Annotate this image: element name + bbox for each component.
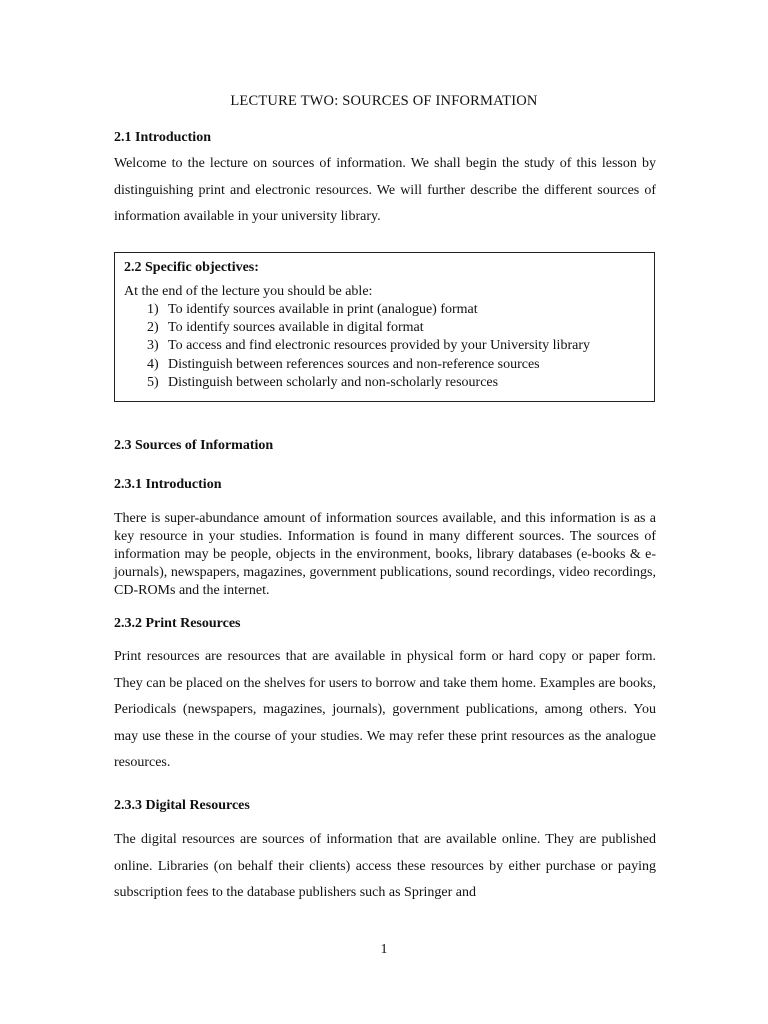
page-title: LECTURE TWO: SOURCES OF INFORMATION	[230, 93, 538, 109]
print-resources-paragraph: Print resources are resources that are available in physical form or hard copy or paper form. They can be placed on the shelves for users to borrow and take them home. Examples are books, Periodicals (newspapers, magazines, journals), government publications, among others. You may use these in the course of your studies. We may refer these print resources as the analogue resources.	[114, 649, 656, 770]
section-heading-sources-introduction: 2.3.1 Introduction	[114, 477, 222, 492]
section-heading-print-resources: 2.3.2 Print Resources	[114, 616, 241, 631]
objective-text: To identify sources available in digital format	[168, 320, 424, 336]
objective-number: 1)	[147, 302, 159, 317]
objectives-intro: At the end of the lecture you should be able:	[124, 284, 373, 299]
objective-text: Distinguish between scholarly and non-scholarly resources	[168, 374, 499, 390]
objective-item	[147, 337, 590, 355]
objective-text: To access and find electronic resources provided by your University library	[168, 338, 590, 354]
objective-item	[147, 301, 590, 319]
digital-resources-paragraph: The digital resources are sources of information that are available online. They are published online. Libraries (on behalf their clients) access these resources by either purchase or paying subscription fees to the database publishers such as Springer and	[114, 832, 656, 900]
objective-number: 3)	[147, 338, 159, 354]
objective-number: 2)	[147, 320, 159, 336]
objective-number: 5)	[147, 374, 159, 390]
objective-item	[147, 356, 590, 374]
objectives-list	[147, 301, 590, 392]
objective-text: To identify sources available in print (analogue) format	[168, 302, 478, 317]
objective-item	[147, 319, 590, 337]
section-heading-sources: 2.3 Sources of Information	[114, 438, 274, 453]
section-heading-digital-resources: 2.3.3 Digital Resources	[114, 798, 250, 813]
sources-introduction-paragraph: There is super-abundance amount of information sources available, and this information is as a key resource in your studies. Information is found in many different sources. The sources of information may be people, objects in the environment, books, library databases (e-books & e-journals), newspapers, magazines, government publications, sound recordings, video recordings, CD-ROMs and the internet.	[114, 511, 656, 598]
page-number: 1	[380, 942, 388, 957]
objectives-heading: 2.2 Specific objectives:	[124, 260, 259, 275]
objective-number: 4)	[147, 356, 159, 372]
section-heading-introduction: 2.1 Introduction	[114, 130, 211, 145]
objectives-box	[114, 252, 655, 402]
introduction-paragraph: Welcome to the lecture on sources of information. We shall begin the study of this lesson by distinguishing print and electronic resources. We will further describe the different sources of information available in your university library.	[114, 156, 656, 224]
objective-text: Distinguish between references sources and non-reference sources	[168, 356, 540, 372]
objective-item	[147, 374, 590, 392]
